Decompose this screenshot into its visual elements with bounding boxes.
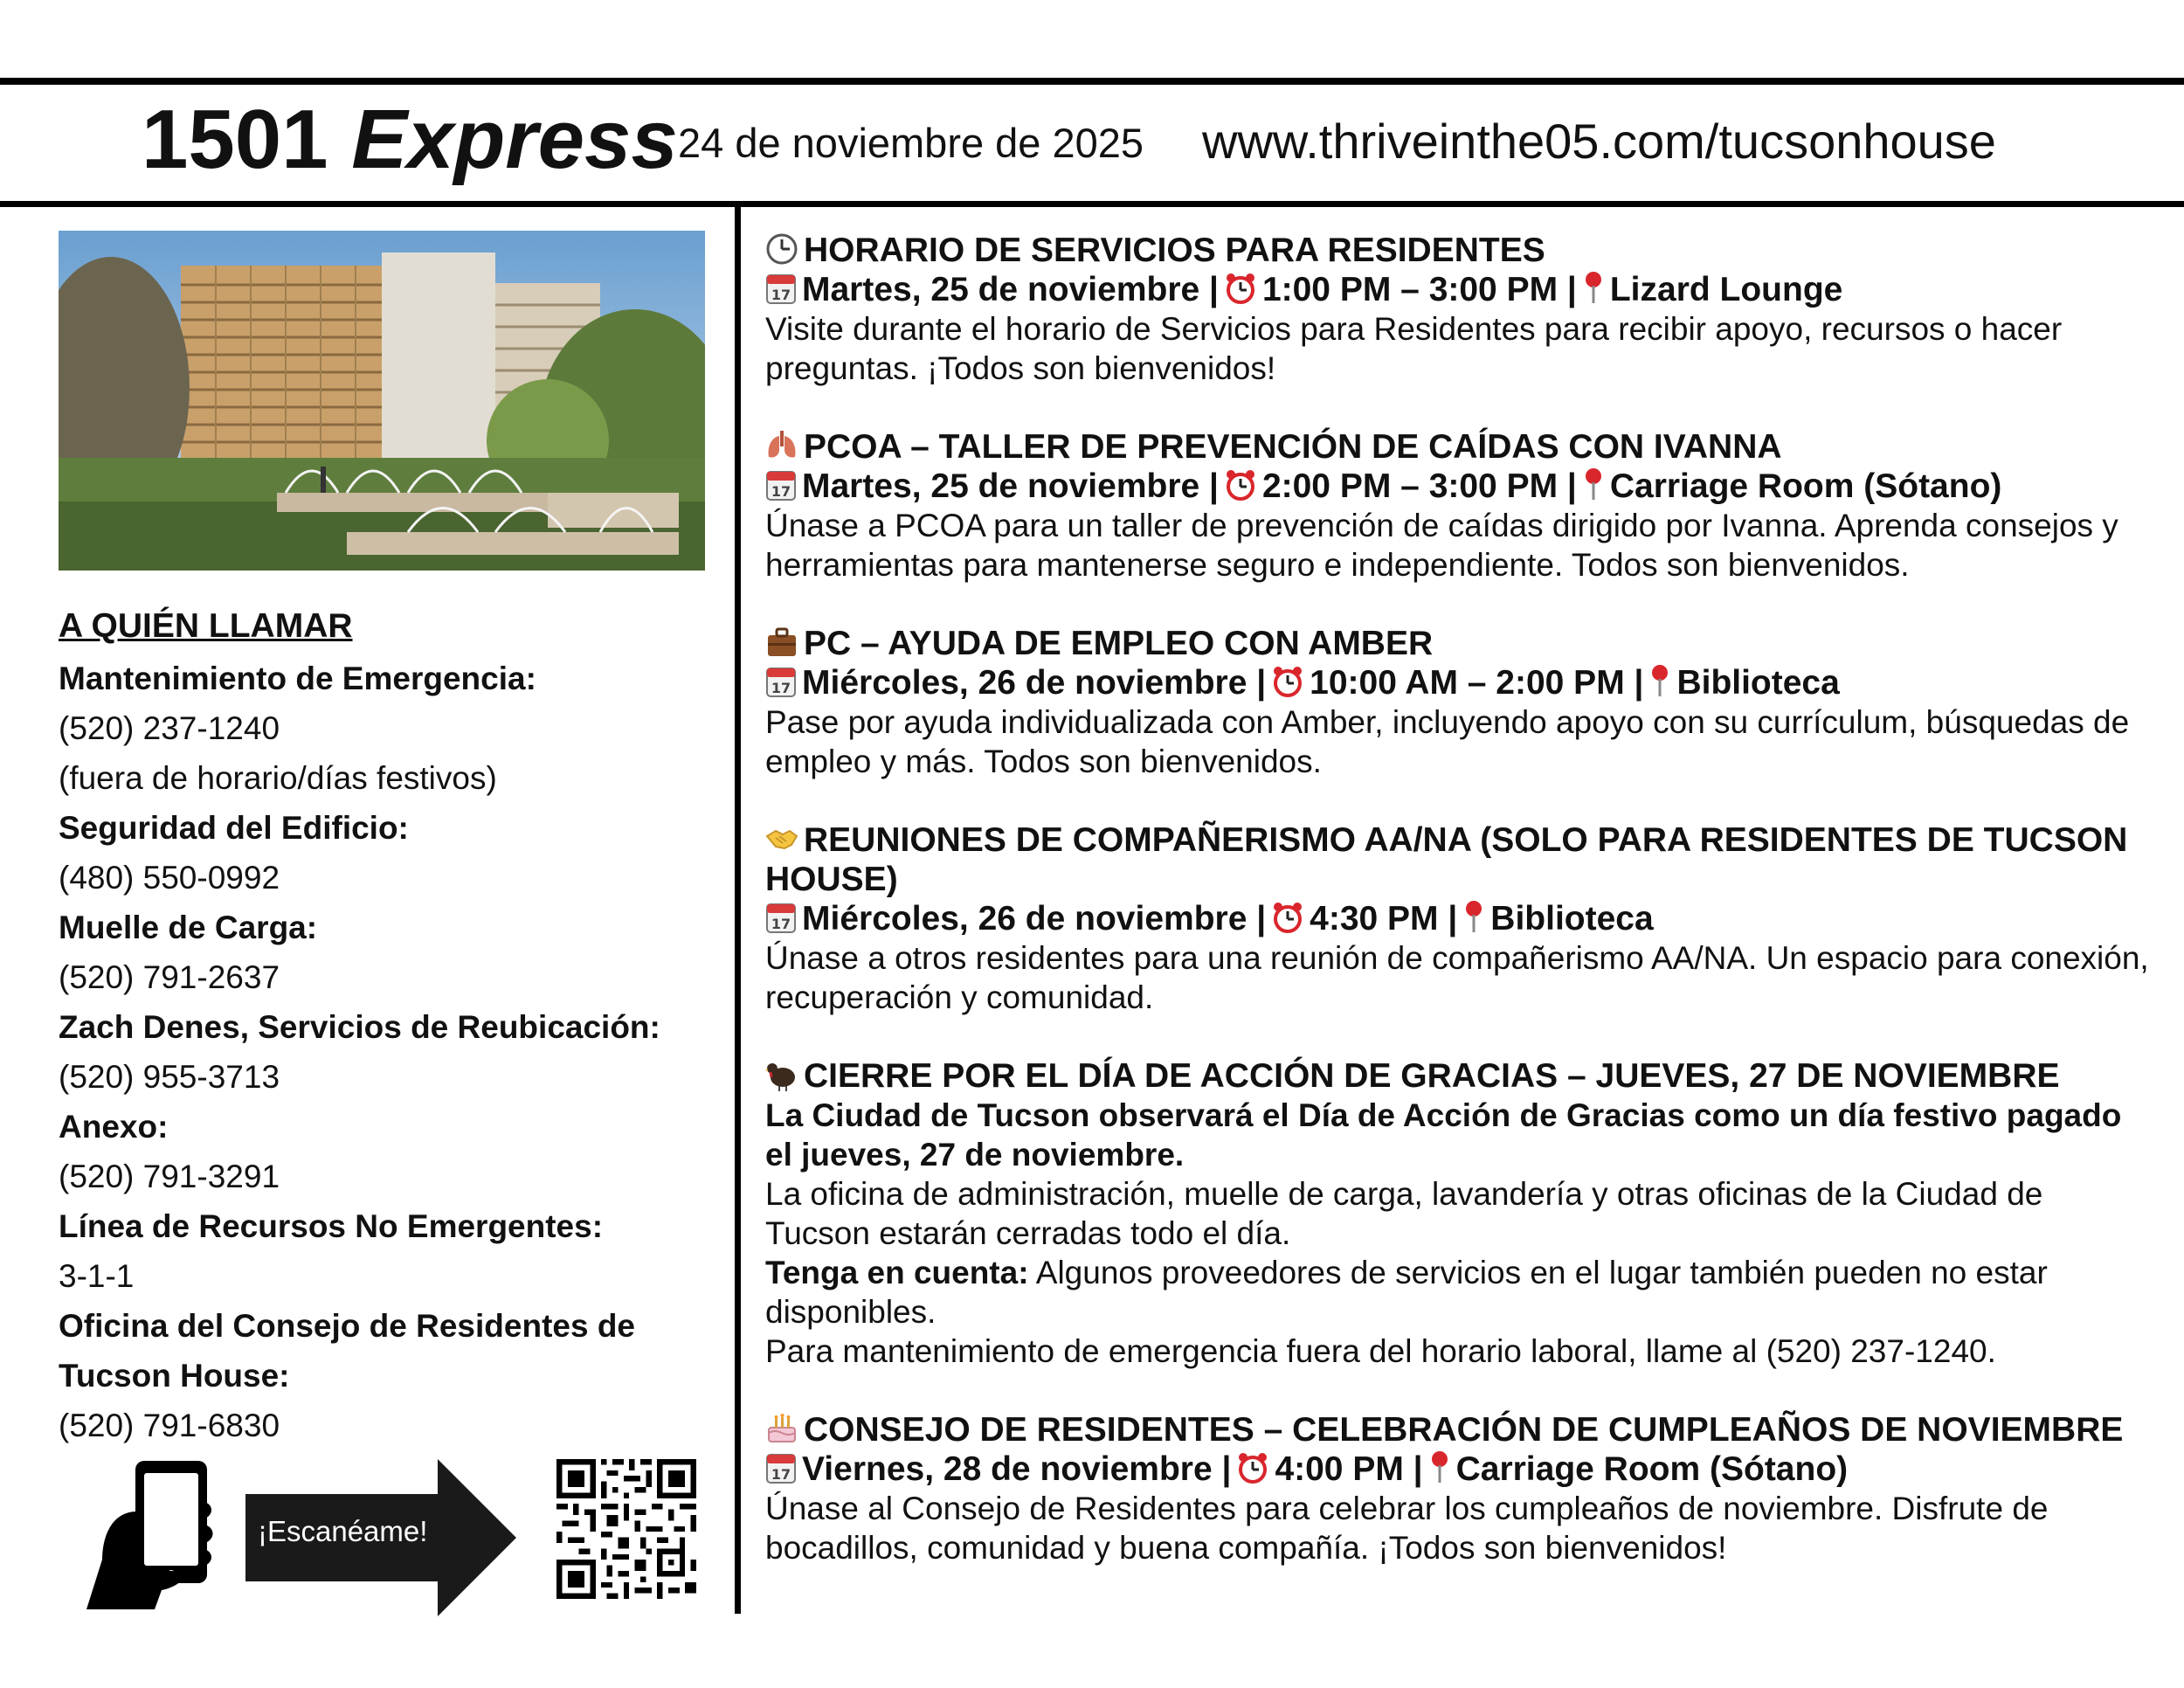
event-day: Miércoles, 26 de noviembre <box>802 664 1248 702</box>
event-item <box>765 624 2154 781</box>
header-bottom-rule <box>0 201 2184 207</box>
contact-label: Anexo: <box>59 1109 169 1145</box>
cake-icon <box>765 1412 798 1445</box>
contact-phone: (480) 550-0992 <box>59 860 280 896</box>
pin-icon <box>1582 467 1605 502</box>
alarm-clock-icon <box>1236 1451 1269 1484</box>
svg-text:17: 17 <box>771 916 791 932</box>
event-time: 4:30 PM <box>1310 900 1439 937</box>
qr-code[interactable] <box>556 1459 696 1599</box>
event-location: Biblioteca <box>1490 900 1654 937</box>
event-description: Pase por ayuda individualizada con Amber, incluyendo apoyo con su currículum, búsquedas de empleo y más. Todos son bienvenidos. <box>765 704 2130 779</box>
newsletter-title <box>142 93 678 186</box>
contact-item <box>59 1201 722 1301</box>
event-title-row <box>765 820 2154 899</box>
contact-item <box>59 1102 722 1201</box>
contact-label: Mantenimiento de Emergencia: <box>59 661 536 696</box>
top-rule <box>0 78 2184 85</box>
event-location: Lizard Lounge <box>1609 271 1843 308</box>
pin-icon <box>1648 663 1671 698</box>
event-description: La oficina de administración, muelle de carga, lavandería y otras oficinas de la Ciudad de Tucson estarán cerradas todo el día. <box>765 1176 2043 1251</box>
event-title-row <box>765 231 2154 270</box>
contact-item <box>59 903 722 1002</box>
website-link[interactable]: www.thriveinthe05.com/tucsonhouse <box>1202 114 1996 169</box>
building-photo <box>59 231 705 571</box>
contact-item <box>59 1301 722 1450</box>
contact-item <box>59 654 722 803</box>
lungs-icon <box>765 429 798 462</box>
svg-text:17: 17 <box>771 680 791 696</box>
event-time: 1:00 PM – 3:00 PM <box>1261 271 1559 308</box>
event-description: Únase a PCOA para un taller de prevención de caídas dirigido por Ivanna. Aprenda consejos y herramientas para mantenerse seguro e independiente. Todos son bienvenidos. <box>765 508 2118 583</box>
event-location: Carriage Room (Sótano) <box>1455 1450 1849 1488</box>
event-title-row <box>765 1410 2154 1449</box>
alarm-clock-icon <box>1224 272 1257 305</box>
event-title: PC – AYUDA DE EMPLEO CON AMBER <box>804 625 1434 662</box>
event-meta: 17 Miércoles, 26 de noviembre | 4:30 PM | Biblioteca <box>765 899 2154 938</box>
event-meta: 17 Miércoles, 26 de noviembre | 10:00 AM – 2:00 PM | Biblioteca <box>765 663 2154 702</box>
contact-label: Seguridad del Edificio: <box>59 810 409 846</box>
event-day: Martes, 25 de noviembre <box>802 467 1200 505</box>
scan-label: ¡Escanéame! <box>258 1515 428 1547</box>
pin-icon <box>1428 1449 1451 1484</box>
event-day: Miércoles, 26 de noviembre <box>802 900 1248 937</box>
event-meta: 17 Viernes, 28 de noviembre | 4:00 PM | Carriage Room (Sótano) <box>765 1449 2154 1489</box>
event-item <box>765 1410 2154 1567</box>
event-item <box>765 427 2154 585</box>
contacts-heading: A QUIÉN LLAMAR <box>59 607 353 645</box>
handshake-icon <box>765 822 798 855</box>
event-location: Biblioteca <box>1676 664 1840 702</box>
contact-phone: (520) 791-2637 <box>59 959 280 995</box>
title-word: Express <box>351 93 678 186</box>
pin-icon <box>1582 270 1605 305</box>
event-title-row <box>765 1056 2154 1096</box>
event-meta: 17 Martes, 25 de noviembre | 1:00 PM – 3:00 PM | Lizard Lounge <box>765 270 2154 309</box>
event-time: 4:00 PM <box>1275 1450 1404 1488</box>
contact-note: (fuera de horario/días festivos) <box>59 760 497 796</box>
contact-item <box>59 1002 722 1102</box>
clock-icon <box>765 232 798 266</box>
contacts-section <box>59 601 722 1450</box>
title-number: 1501 <box>142 93 328 186</box>
event-title: REUNIONES DE COMPAÑERISMO AA/NA (SOLO PARA RESIDENTES DE TUCSON HOUSE) <box>765 821 2128 898</box>
event-title: CONSEJO DE RESIDENTES – CELEBRACIÓN DE CUMPLEAÑOS DE NOVIEMBRE <box>804 1411 2124 1449</box>
contact-label: Zach Denes, Servicios de Reubicación: <box>59 1009 660 1045</box>
calendar-icon <box>765 665 797 698</box>
event-description: Únase a otros residentes para una reunión de compañerismo AA/NA. Un espacio para conexión, recuperación y comunidad. <box>765 940 2149 1015</box>
event-day: Martes, 25 de noviembre <box>802 271 1200 308</box>
event-time: 10:00 AM – 2:00 PM <box>1310 664 1625 702</box>
event-description: Visite durante el horario de Servicios para Residentes para recibir apoyo, recursos o hacer preguntas. ¡Todos son bienvenidos! <box>765 311 2063 386</box>
event-item <box>765 1056 2154 1371</box>
event-title: CIERRE POR EL DÍA DE ACCIÓN DE GRACIAS – JUEVES, 27 DE NOVIEMBRE <box>804 1057 2060 1095</box>
event-title: PCOA – TALLER DE PREVENCIÓN DE CAÍDAS CON IVANNA <box>804 428 1782 466</box>
events-section <box>765 231 2154 1607</box>
pin-icon <box>1462 899 1485 934</box>
calendar-icon <box>765 272 797 305</box>
contact-phone: 3-1-1 <box>59 1258 135 1294</box>
note-text: Algunos proveedores de servicios en el lugar también pueden no estar disponibles. <box>765 1255 2048 1330</box>
event-title: HORARIO DE SERVICIOS PARA RESIDENTES <box>804 232 1545 269</box>
contact-label: Muelle de Carga: <box>59 910 318 945</box>
event-final-line: Para mantenimiento de emergencia fuera del horario laboral, llame al (520) 237-1240. <box>765 1333 1996 1369</box>
event-day: Viernes, 28 de noviembre <box>802 1450 1213 1488</box>
event-note <box>765 1253 2154 1332</box>
svg-text:17: 17 <box>771 287 791 303</box>
briefcase-icon <box>765 626 798 659</box>
contact-label: Línea de Recursos No Emergentes: <box>59 1208 604 1244</box>
alarm-clock-icon <box>1271 665 1304 698</box>
alarm-clock-icon <box>1271 901 1304 934</box>
event-title-row <box>765 624 2154 663</box>
event-bold-line: La Ciudad de Tucson observará el Día de Acción de Gracias como un día festivo pagado el jueves, 27 de noviembre. <box>765 1097 2122 1173</box>
event-item <box>765 231 2154 388</box>
contact-phone: (520) 237-1240 <box>59 710 280 746</box>
turkey-icon <box>765 1058 798 1091</box>
scan-row <box>76 1459 705 1616</box>
event-location: Carriage Room (Sótano) <box>1609 467 2002 505</box>
event-time: 2:00 PM – 3:00 PM <box>1261 467 1559 505</box>
calendar-icon <box>765 901 797 934</box>
event-description: Únase al Consejo de Residentes para celebrar los cumpleaños de noviembre. Disfrute de bocadillos, comunidad y buena compañía. ¡Todos son bienvenidos! <box>765 1491 2049 1566</box>
phone-in-hand-icon <box>76 1459 225 1612</box>
calendar-icon <box>765 1451 797 1484</box>
issue-date: 24 de noviembre de 2025 <box>678 120 1144 166</box>
svg-text:17: 17 <box>771 1466 791 1483</box>
alarm-clock-icon <box>1224 468 1257 502</box>
note-label: Tenga en cuenta: <box>765 1255 1029 1290</box>
contact-phone: (520) 955-3713 <box>59 1059 280 1095</box>
column-divider <box>735 207 741 1614</box>
calendar-icon <box>765 468 797 502</box>
svg-text:17: 17 <box>771 483 791 500</box>
contact-item <box>59 803 722 903</box>
event-item <box>765 820 2154 1017</box>
contact-phone: (520) 791-6830 <box>59 1408 280 1443</box>
contact-label: Oficina del Consejo de Residentes de Tucson House: <box>59 1308 636 1394</box>
contact-phone: (520) 791-3291 <box>59 1159 280 1194</box>
event-meta: 17 Martes, 25 de noviembre | 2:00 PM – 3:00 PM | Carriage Room (Sótano) <box>765 467 2154 506</box>
event-title-row <box>765 427 2154 467</box>
